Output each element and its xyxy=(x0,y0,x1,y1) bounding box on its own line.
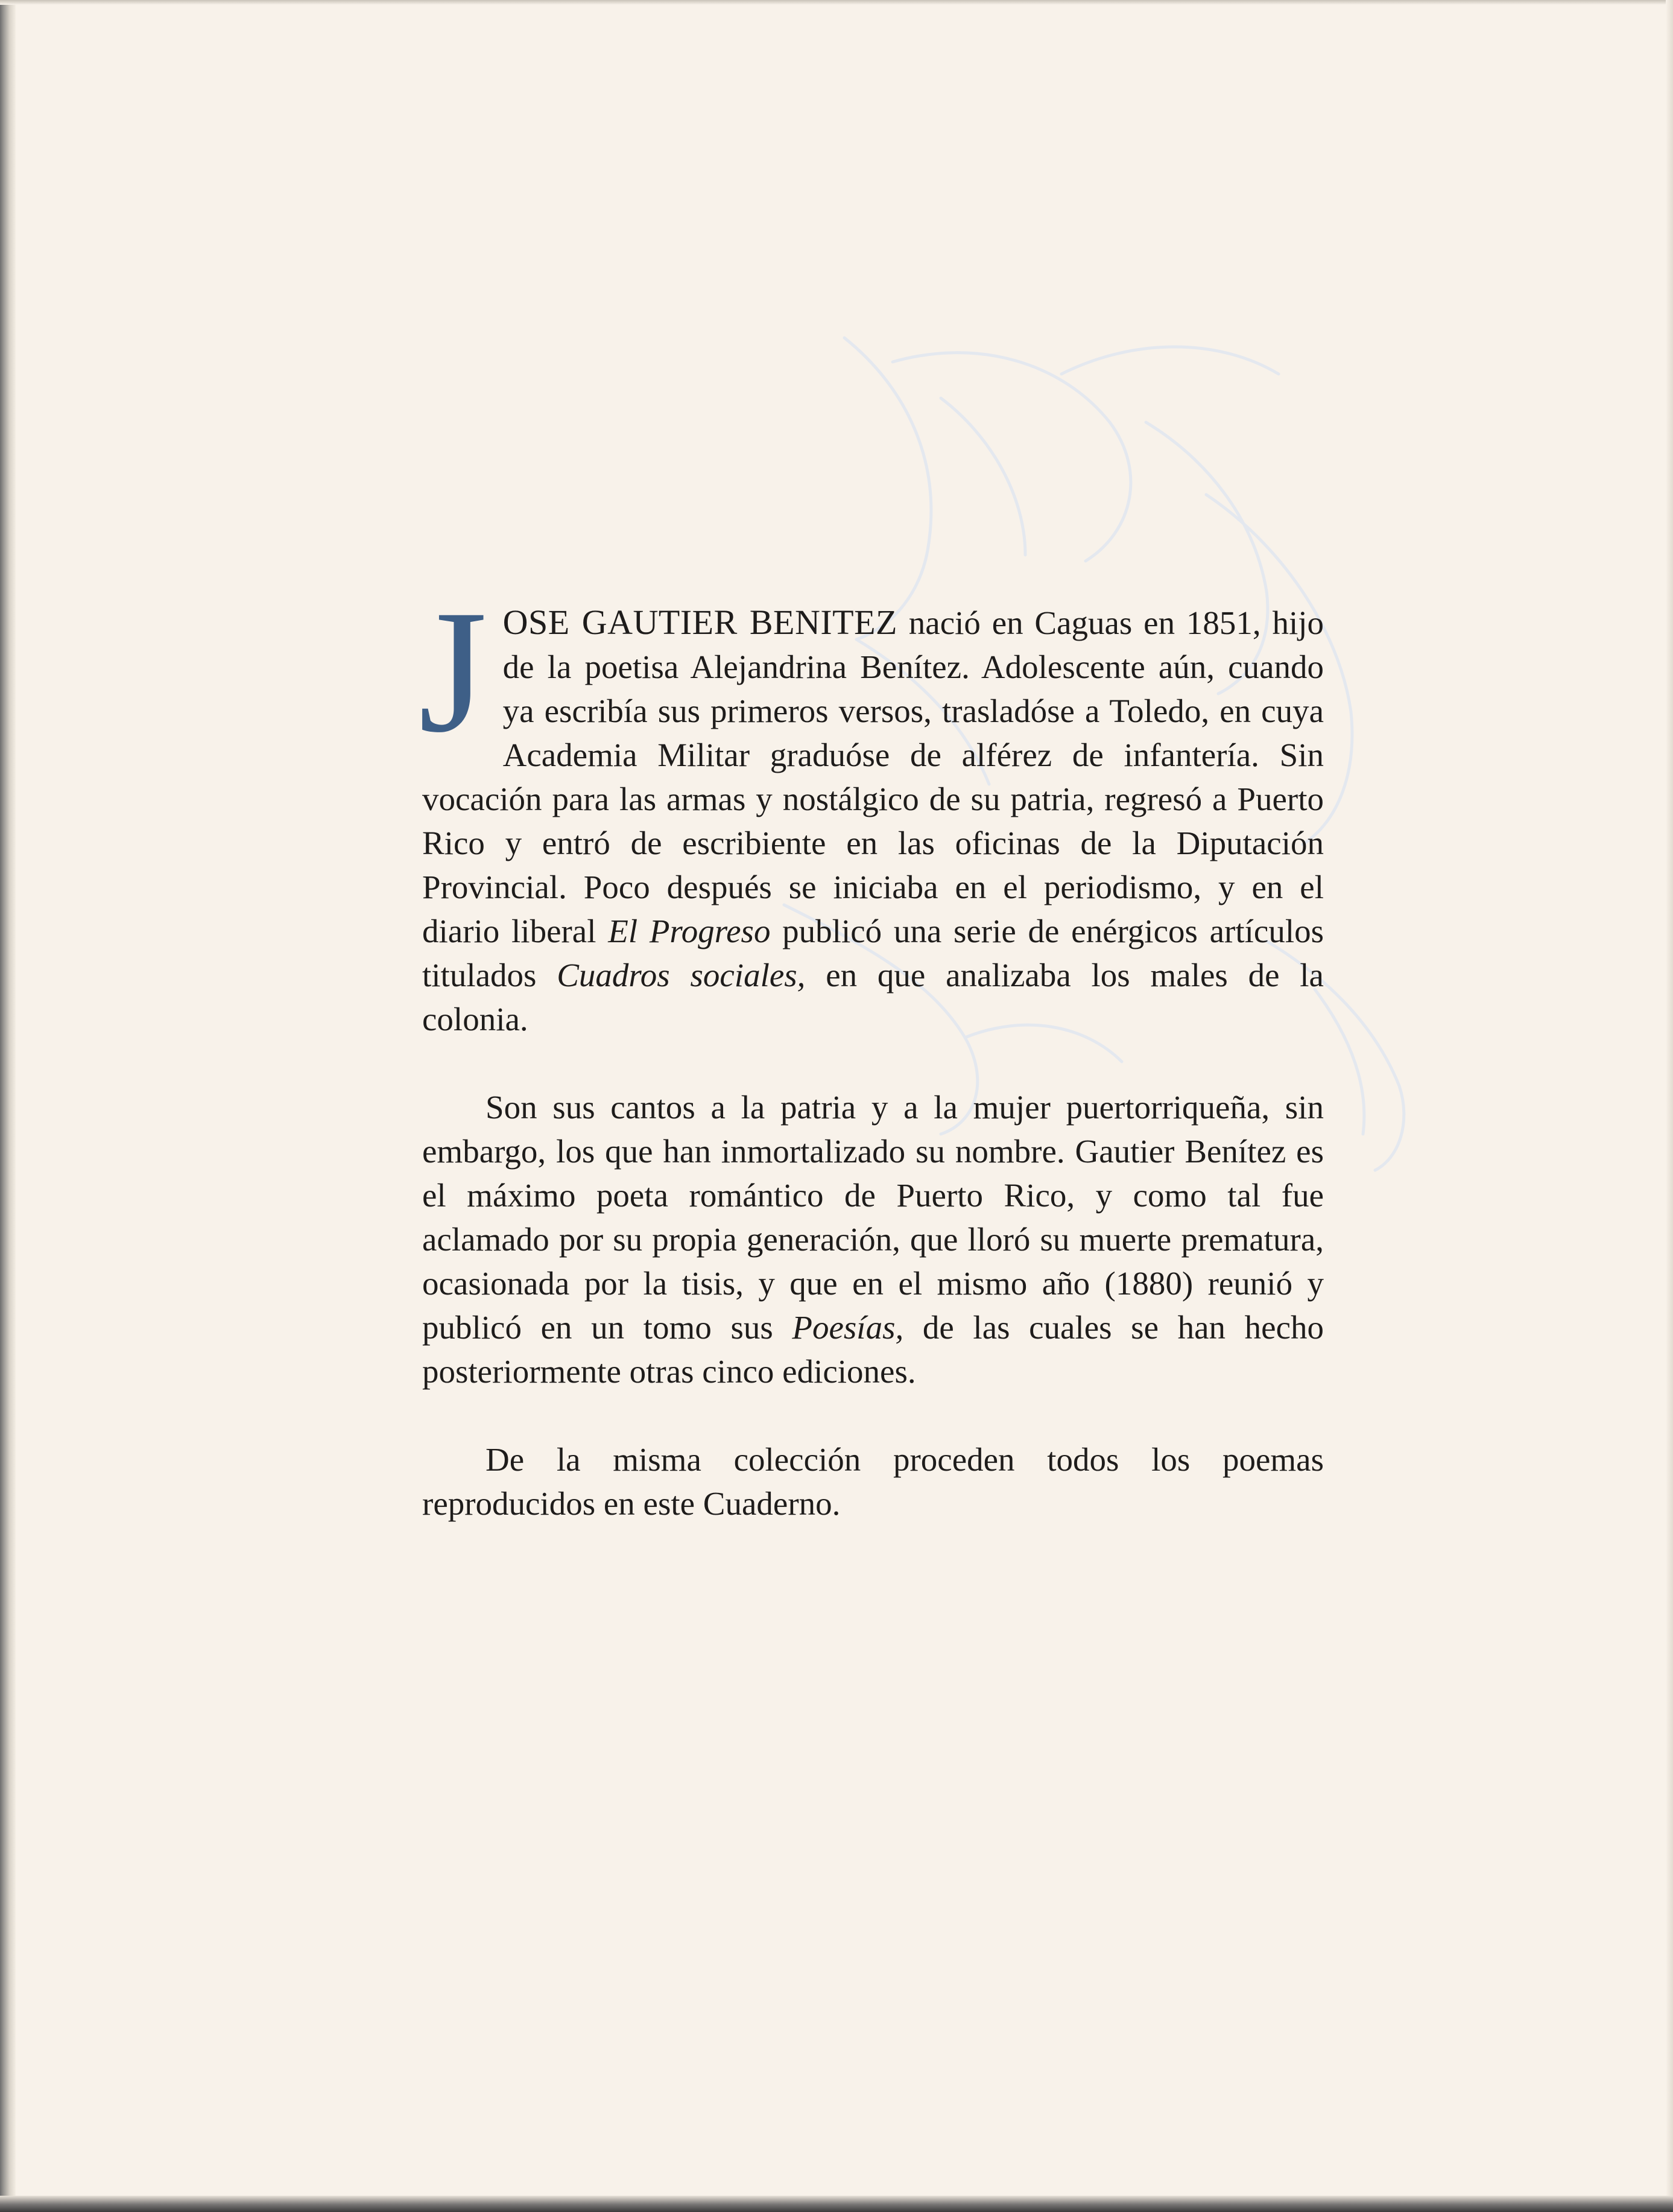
paragraph-3 xyxy=(422,1437,1324,1526)
spine-shadow xyxy=(0,0,16,2212)
author-name-caps: OSE GAUTIER BENITEZ xyxy=(502,603,897,642)
page-top-edge xyxy=(0,0,1673,5)
paragraph-1-text-b: publicó una serie de enérgicos artículos titulados xyxy=(422,913,1324,993)
paragraph-2-text-b: de las cuales se han hecho posteriormente otras cinco ediciones. xyxy=(422,1309,1324,1390)
paragraph-1-text-a: nació en Caguas en 1851, hijo de la poetisa Alejandrina Benítez. Adolescente aún, cuando ya escribía sus primeros versos, trasladóse a Toledo, en cuya Academia Militar graduóse de alférez de infantería. Sin vocación para las armas y nostálgico de su patria, regresó a Puerto Rico y entró de escribiente en las oficinas de la Diputación Provincial. Poco después se iniciaba en el periodismo, y en el diario liberal xyxy=(422,604,1324,949)
page-bottom-edge xyxy=(0,2196,1673,2212)
italic-title-poesias: Poesías, xyxy=(792,1309,904,1346)
italic-title-el-progreso: El Progreso xyxy=(608,913,771,949)
paragraph-2-text-a: Son sus cantos a la patria y a la mujer puertorriqueña, sin embargo, los que han inmortalizado su nombre. Gautier Benítez es el máximo poeta romántico de Puerto Rico, y como tal fue aclamado por su propia generación, que lloró su muerte prematura, ocasionada por la tisis, y que en el mismo año (1880) reunió y publicó en un tomo sus xyxy=(422,1089,1324,1346)
paragraph-1 xyxy=(419,574,1324,1041)
page-right-edge xyxy=(1666,0,1673,2212)
paragraph-1-text-c: en que analizaba los males de la colonia. xyxy=(422,957,1324,1038)
italic-title-cuadros-sociales: Cuadros sociales, xyxy=(557,957,806,993)
paragraph-2 xyxy=(422,1085,1324,1393)
drop-cap: J xyxy=(419,574,487,769)
body-text xyxy=(419,574,1324,1526)
paragraph-3-text: De la misma colección proceden todos los poemas reproducidos en este Cuaderno. xyxy=(422,1441,1324,1522)
